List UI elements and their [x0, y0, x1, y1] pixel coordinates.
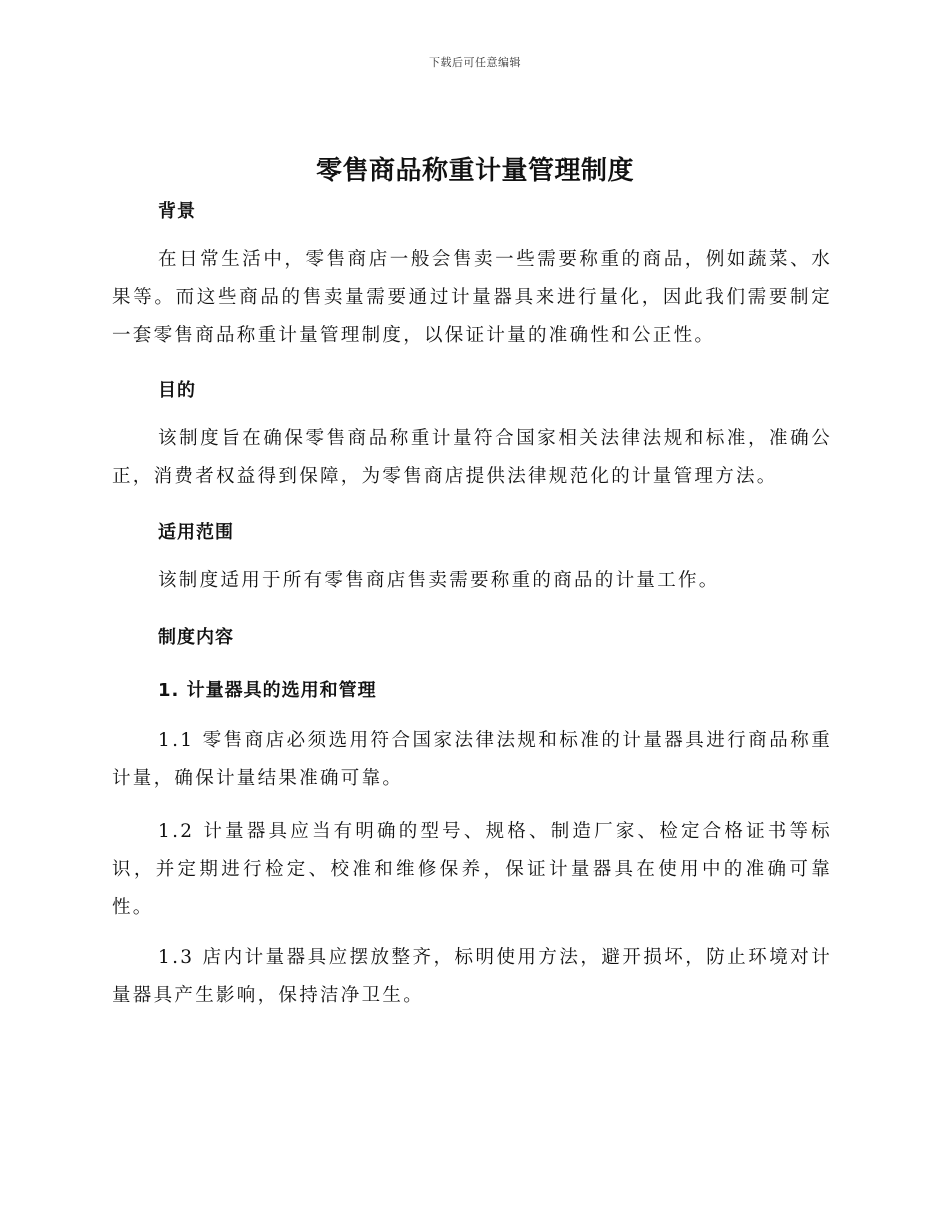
paragraph-item-1-1: 1.1 零售商店必须选用符合国家法律法规和标准的计量器具进行商品称重计量，确保计量结果准确可靠。	[112, 730, 832, 789]
header-note: 下载后可任意编辑	[429, 56, 521, 69]
heading-content: 制度内容	[158, 627, 234, 648]
paragraph-background: 在日常生活中，零售商店一般会售卖一些需要称重的商品，例如蔬菜、水果等。而这些商品的售卖量需要通过计量器具来进行量化，因此我们需要制定一套零售商品称重计量管理制度，以保证计量的准确性和公正性。	[112, 249, 832, 346]
paragraph-scope: 该制度适用于所有零售商店售卖需要称重的商品的计量工作。	[158, 570, 720, 591]
paragraph-item-1-2: 1.2 计量器具应当有明确的型号、规格、制造厂家、检定合格证书等标识，并定期进行检定、校准和维修保养，保证计量器具在使用中的准确可靠性。	[112, 821, 832, 918]
heading-background: 背景	[158, 201, 196, 222]
paragraph-item-1-3: 1.3 店内计量器具应摆放整齐，标明使用方法，避开损坏，防止环境对计量器具产生影响，保持洁净卫生。	[112, 947, 832, 1006]
heading-purpose: 目的	[158, 380, 196, 401]
paragraph-purpose: 该制度旨在确保零售商品称重计量符合国家相关法律法规和标准，准确公正，消费者权益得到保障，为零售商店提供法律规范化的计量管理方法。	[112, 428, 832, 487]
document-title: 零售商品称重计量管理制度	[315, 156, 634, 186]
subheading-instruments: 1. 计量器具的选用和管理	[158, 680, 377, 701]
heading-scope: 适用范围	[158, 522, 234, 543]
